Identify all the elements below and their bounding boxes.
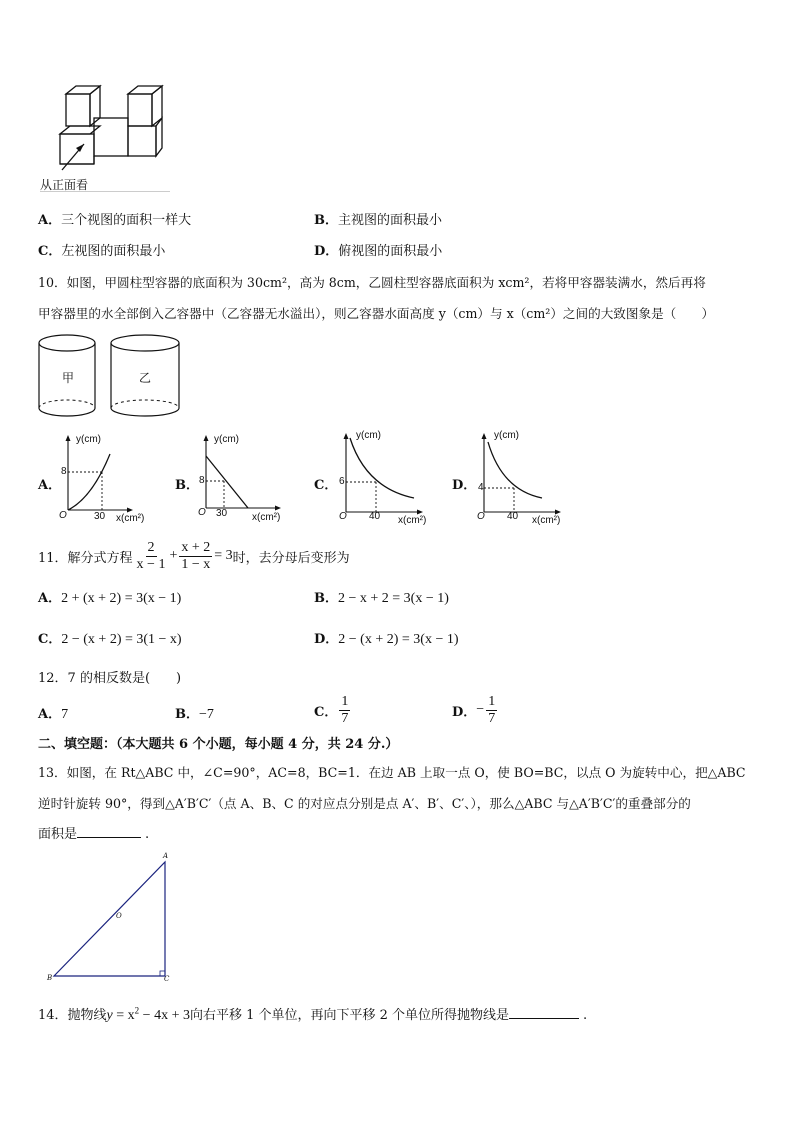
q10-option-d-letter[interactable]: D． [452,478,477,493]
q10-option-a-letter[interactable]: A． [38,478,62,493]
minus-sign: − [476,702,485,717]
fraction-2 [179,540,212,573]
cylinder-jia-label: 甲 [62,371,75,385]
parabola-formula [106,1005,190,1023]
option-text: 7 [61,707,69,722]
q14-period: . [583,1008,588,1023]
vertex-c-label: C [164,975,170,983]
graph-a-xlabel: x(cm²) [116,513,145,524]
option-letter: C． [314,704,338,720]
answer-blank[interactable] [77,823,141,838]
q12-option-c[interactable] [314,689,352,731]
q9-option-a[interactable] [38,209,191,228]
q13-stem-line3 [38,823,149,842]
graph-c-xtick: 40 [369,511,381,522]
formula-eq: = x [112,1008,135,1023]
option-text: 2 + (x + 2) = 3(x − 1) [61,591,182,606]
option-letter: D． [314,244,339,259]
option-text: 2 − (x + 2) = 3(1 − x) [61,632,182,647]
option-letter: C． [38,244,62,259]
graph-d-ytick: 4 [478,482,484,493]
option-text: 主视图的面积最小 [338,213,443,228]
q13-stem-line1: 13．如图，在 Rt△ABC 中，∠C=90°，AC=8，BC=1．在边 AB 上取一点 O，使 BO=BC，以点 O 为旋转中心，把△ABC [38,765,746,780]
q10-graph-c[interactable] [336,430,436,520]
option-text: 三个视图的面积一样大 [61,213,192,228]
q10-graph-a[interactable] [58,432,148,522]
q12-option-d[interactable] [452,689,499,731]
formula-rest: − 4x + 3 [139,1008,190,1023]
option-letter: B． [314,213,338,228]
vertex-a-label: A [163,852,169,860]
option-text: 俯视图的面积最小 [338,244,443,259]
graph-d-ylabel: y(cm) [494,430,519,441]
q10-option-c-letter[interactable]: C． [314,478,338,493]
q9-option-d[interactable] [314,240,442,259]
q14-prefix: 14．抛物线 [38,1008,107,1023]
formula-y: y [106,1008,113,1023]
q12-stem: 12．7 的相反数是( ) [38,671,182,686]
option-letter: D． [314,632,339,647]
q10-graph-b[interactable] [196,432,286,522]
option-letter: C． [38,632,62,647]
graph-b-ytick: 8 [199,475,205,486]
front-view-caption: 从正面看 [40,178,89,192]
graph-a-ytick: 8 [61,466,67,477]
option-letter: A． [38,213,62,228]
q10-stem-line1: 10．如图，甲圆柱型容器的底面积为 30cm²，高为 8cm，乙圆柱型容器底面积为 xcm²，若将甲容器装满水，然后再将 [38,275,706,290]
graph-b-ylabel: y(cm) [214,434,239,445]
option-letter: D． [452,704,477,720]
graph-d-xtick: 40 [507,511,519,522]
equals-three: = 3 [214,548,233,563]
q12-option-a[interactable] [38,703,68,723]
q10-stem-line2: 甲容器里的水全部倒入乙容器中（乙容器无水溢出），则乙容器水面高度 y（cm）与 x（cm²）之间的大致图象是（ ） [38,306,715,321]
graph-c-origin: O [339,511,347,522]
q13-line3-text: 面积是 [38,827,78,842]
q11-prefix: 11．解分式方程 [38,550,133,566]
q14-suffix: 向右平移 1 个单位，再向下平移 2 个单位所得抛物线是 [189,1008,510,1023]
section-heading: 二、填空题：（本大题共 6 个小题，每小题 4 分，共 24 分.） [38,737,399,752]
fraction-one-seventh [339,694,350,727]
graph-c-xlabel: x(cm²) [398,515,427,526]
option-letter: A． [38,707,62,722]
fraction-1 [135,540,168,573]
option-letter: B． [175,707,199,722]
denominator: 7 [488,710,496,726]
option-text: 2 − x + 2 = 3(x − 1) [338,591,449,606]
fraction-1-denominator: x − 1 [136,556,166,572]
q11-suffix: 时，去分母后变形为 [232,550,350,566]
graph-a-xtick: 30 [94,511,106,522]
graph-a-origin: O [59,510,67,521]
option-text: −7 [199,707,214,722]
fraction-2-numerator: x + 2 [181,539,211,555]
fraction-2-denominator: 1 − x [181,556,211,572]
plus-sign: + [169,548,178,563]
q14-stem [38,1004,587,1024]
q12-option-b[interactable] [175,703,214,723]
graph-c-ylabel: y(cm) [356,430,381,441]
graph-a-ylabel: y(cm) [76,434,101,445]
q11-option-d[interactable] [314,628,459,648]
graph-d-xlabel: x(cm²) [532,515,561,526]
point-o-label: O [116,912,122,920]
q11-option-b[interactable] [314,587,449,607]
cylinder-yi-label: 乙 [139,371,152,385]
option-text: 左视图的面积最小 [61,244,166,259]
q13-period: . [145,827,150,842]
q10-option-b-letter[interactable]: B． [175,478,199,493]
denominator: 7 [341,710,349,726]
graph-c-ytick: 6 [339,476,345,487]
option-text: 2 − (x + 2) = 3(x − 1) [338,632,459,647]
graph-b-origin: O [198,507,206,518]
caption-underline [40,191,170,192]
q10-graph-d[interactable] [474,430,574,520]
triangle-abc-figure [44,852,184,982]
q11-option-a[interactable] [38,587,181,607]
q11-stem [38,536,350,576]
option-letter: B． [314,591,338,606]
numerator: 1 [341,693,349,709]
formula-exponent: 2 [134,1005,140,1016]
numerator: 1 [488,693,496,709]
option-letter: A． [38,591,62,606]
q11-option-c[interactable] [38,628,182,648]
vertex-b-label: B [47,974,53,982]
fraction-one-seventh [486,694,497,727]
q9-option-c[interactable] [38,240,165,259]
q13-stem-line2: 逆时针旋转 90°，得到△A′B′C′（点 A、B、C 的对应点分别是点 A′、B′、C′、），那么△ABC 与△A′B′C′的重叠部分的 [38,796,691,811]
graph-d-origin: O [477,511,485,522]
graph-b-xtick: 30 [216,508,228,519]
fraction-1-numerator: 2 [147,539,155,555]
q9-option-b[interactable] [314,209,442,228]
graph-b-xlabel: x(cm²) [252,512,281,523]
answer-blank[interactable] [509,1004,579,1019]
